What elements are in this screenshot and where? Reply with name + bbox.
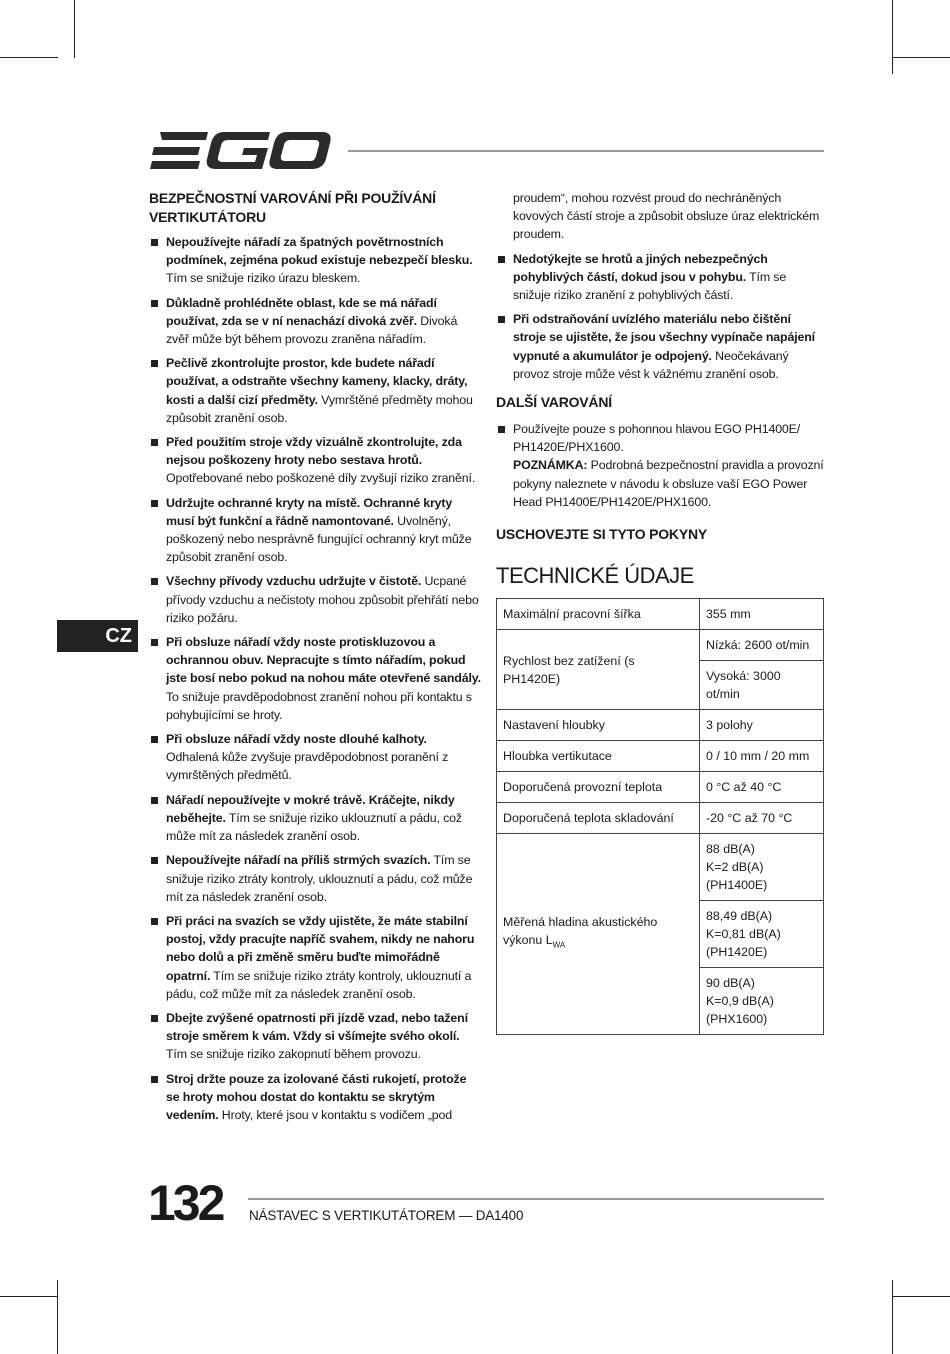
spec-label: Nastavení hloubky	[497, 710, 700, 741]
item-bold: Důkladně prohlédněte oblast, kde se má nářadí používat, zda se v ní nenachází divoká zvěř.	[166, 295, 437, 328]
keep-instructions-heading: USCHOVEJTE SI TYTO POKYNY	[496, 526, 708, 543]
list-item	[149, 730, 481, 785]
list-item	[149, 1070, 481, 1125]
item-text: Odhalená kůže zvyšuje pravděpodobnost poranění z vymrštěných předmětů.	[166, 750, 449, 783]
list-item	[149, 494, 481, 567]
crop-mark	[57, 1280, 58, 1354]
spec-label: Doporučená teplota skladování	[497, 803, 700, 834]
list-item	[149, 354, 481, 427]
item-text: Neočekávaný provoz stroje může vést k vážnému zranění osob.	[513, 348, 789, 381]
bullet-icon	[151, 360, 158, 367]
bullet-icon	[151, 918, 158, 925]
footer-title: NÁSTAVEC S VERTIKUTÁTOREM — DA1400	[249, 1208, 524, 1223]
item-bold: Při odstraňování uvízlého materiálu nebo čištění stroje se ujistěte, že jsou všechny vypínače napájení vypnuté a akumulátor je odpojený.	[513, 312, 815, 363]
item-bold: Stroj držte pouze za izolované části rukojetí, protože se hroty mohou dostat do kontaktu se skrytým vedením.	[166, 1071, 467, 1122]
bullet-icon	[151, 500, 158, 507]
table-row	[497, 710, 824, 741]
bullet-icon	[151, 1015, 158, 1022]
item-text: Hroty, které jsou v kontaktu s vodičem „pod	[218, 1107, 453, 1122]
list-item	[149, 572, 481, 627]
spec-value: 88 dB(A) K=2 dB(A) (PH1400E)	[700, 834, 824, 901]
item-text: Tím se snižuje riziko zranění z pohyblivých částí.	[513, 269, 787, 303]
list-item	[149, 294, 481, 349]
bullet-icon	[498, 426, 505, 433]
table-row	[497, 599, 824, 630]
spec-label: Hloubka vertikutace	[497, 741, 700, 772]
table-row	[497, 630, 824, 661]
spec-value: -20 °C až 70 °C	[700, 803, 824, 834]
crop-mark	[892, 0, 893, 74]
bullet-icon	[151, 239, 158, 246]
table-row	[497, 741, 824, 772]
item-bold: Nedotýkejte se hrotů a jiných nebezpečných pohyblivých částí, dokud jsou v pohybu.	[513, 251, 768, 284]
item-text: Tím se snižuje riziko ztráty kontroly, uklouznutí a pádu, což může mít za následek zranění osob.	[166, 968, 472, 1001]
item-bold: Nářadí nepoužívejte v mokré trávě. Kráčejte, nikdy neběhejte.	[166, 792, 455, 825]
item-text: Opotřebované nebo poškozené díly zvyšují riziko zranění.	[166, 471, 476, 486]
safety-list-continued	[496, 250, 826, 383]
crop-mark	[892, 1280, 893, 1354]
table-row	[497, 803, 824, 834]
note-label: POZNÁMKA:	[513, 458, 588, 473]
spec-value: 0 °C až 40 °C	[700, 772, 824, 803]
list-item	[496, 250, 826, 305]
table-row	[497, 834, 824, 901]
item-bold: Při obsluze nářadí vždy noste protiskluzovou a ochrannou obuv. Nepracujte s tímto nářadím, pokud jste bosí nebo pokud na nohou máte otevřené sandály.	[166, 635, 481, 686]
ego-logo-graphic	[150, 130, 332, 172]
safety-heading: BEZPEČNOSTNÍ VAROVÁNÍ PŘI POUŽÍVÁNÍ VERTIKUTÁTORU	[149, 190, 436, 225]
spec-value: Vysoká: 3000 ot/min	[700, 661, 824, 710]
crop-mark	[74, 0, 75, 58]
item-bold: Udržujte ochranné kryty na místě. Ochranné kryty musí být funkční a řádně namontované.	[166, 495, 453, 528]
item-bold: Pečlivě zkontrolujte prostor, kde budete nářadí používat, a odstraňte všechny kameny, klacky, dráty, kosti a další cizí předměty.	[166, 356, 468, 407]
list-item	[149, 433, 481, 488]
table-row	[497, 772, 824, 803]
crop-mark	[892, 57, 950, 58]
noise-label-text: Měřená hladina akustického výkonu L	[503, 915, 658, 948]
bullet-icon	[151, 797, 158, 804]
bullet-icon	[151, 857, 158, 864]
bullet-icon	[151, 578, 158, 585]
crop-mark	[0, 57, 58, 58]
item-text: Tím se snižuje riziko uklouznutí a pádu, což může mít za následek zranění osob.	[166, 810, 462, 844]
item-bold: Všechny přívody vzduchu udržujte v čistotě.	[166, 574, 422, 589]
bullet-icon	[151, 300, 158, 307]
bullet-icon	[151, 1076, 158, 1083]
spec-value: 3 polohy	[700, 710, 824, 741]
list-item	[149, 851, 481, 906]
item-text: Tím se snižuje riziko zakopnutí během provozu.	[166, 1047, 421, 1062]
spec-value: 0 / 10 mm / 20 mm	[700, 741, 824, 772]
footer-rule	[248, 1198, 824, 1200]
spec-value: 90 dB(A) K=0,9 dB(A) (PHX1600)	[700, 968, 824, 1035]
spec-label: Rychlost bez zatížení (s PH1420E)	[497, 630, 700, 710]
note-text: Podrobná bezpečnostní pravidla a provozní pokyny naleznete v návodu k obsluze vaší EGO Power Head PH1400E/PH1420E/PHX1600.	[513, 458, 824, 509]
left-column	[149, 189, 481, 1130]
list-item	[149, 633, 481, 724]
list-item	[149, 1009, 481, 1064]
spec-value: 88,49 dB(A) K=0,81 dB(A) (PH1420E)	[700, 901, 824, 968]
item-text: Uvolněný, poškozený nebo nesprávně fungující ochranný kryt může způsobit zranění osob.	[166, 513, 472, 565]
item-text: Tím se snižuje riziko ztráty kontroly, uklouznutí a pádu, což může mít za následek zranění osob.	[166, 853, 473, 904]
list-item	[149, 791, 481, 846]
item-bold: Dbejte zvýšené opatrnosti při jízdě vzad, nebo tažení stroje směrem k vám. Vždy si všímejte svého okolí.	[166, 1010, 468, 1044]
item-bold: Před použitím stroje vždy vizuálně zkontrolujte, zda nejsou poškozeny hroty nebo sestava hrotů.	[166, 435, 462, 468]
right-column	[496, 189, 826, 1035]
spec-value: 355 mm	[700, 599, 824, 630]
page-number: 132	[148, 1175, 223, 1231]
bullet-icon	[151, 639, 158, 646]
bullet-icon	[151, 439, 158, 446]
further-warnings-list	[496, 420, 826, 511]
item-text: Vymrštěné předměty mohou způsobit zranění osob.	[166, 392, 473, 425]
language-tab: CZ	[57, 620, 138, 652]
list-item	[149, 233, 481, 288]
spec-label: Doporučená provozní teplota	[497, 772, 700, 803]
item-text: Ucpané přívody vzduchu a nečistoty mohou způsobit přehřátí nebo riziko požáru.	[166, 574, 479, 625]
bullet-icon	[498, 316, 505, 323]
item-text: Používejte pouze s pohonnou hlavou EGO PH1400E/ PH1420E/PHX1600.	[513, 422, 801, 455]
item-text: Divoká zvěř může být během provozu zraněna nářadím.	[166, 313, 458, 347]
item-bold: Nepoužívejte nářadí za špatných povětrnostních podmínek, zejména pokud existuje nebezpečí blesku.	[166, 235, 473, 268]
bullet-icon	[498, 256, 505, 263]
further-warnings-heading: DALŠÍ VAROVÁNÍ	[496, 394, 612, 411]
spec-label-noise	[497, 834, 700, 1035]
spec-label: Maximální pracovní šířka	[497, 599, 700, 630]
bullet-icon	[151, 736, 158, 743]
item-text: Tím se snižuje riziko úrazu bleskem.	[166, 271, 361, 286]
item-bold: Při práci na svazích se vždy ujistěte, že máte stabilní postoj, vždy pracujte napříč svahem, nikdy ne nahoru nebo dolů a při změně směru buďte mimořádně opatrní.	[166, 913, 475, 983]
item-text: To snižuje pravděpodobnost zranění nohou při kontaktu s pohybujícími se hroty.	[166, 689, 472, 722]
list-item	[149, 912, 481, 1003]
tech-data-title: TECHNICKÉ ÚDAJE	[496, 563, 694, 589]
crop-mark	[0, 1296, 58, 1297]
noise-label-subscript: WA	[552, 940, 566, 950]
ego-logo	[150, 130, 332, 172]
specs-table	[496, 598, 824, 1035]
header-rule	[348, 150, 824, 152]
item-bold: Při obsluze nářadí vždy noste dlouhé kalhoty.	[166, 732, 427, 747]
item-bold: Nepoužívejte nářadí na příliš strmých svazích.	[166, 853, 431, 868]
continued-text: proudem“, mohou rozvést proud do nechráněných kovových částí stroje a způsobit obsluze úraz elektrickém proudem.	[513, 191, 820, 242]
spec-value: Nízká: 2600 ot/min	[700, 630, 824, 661]
list-item	[496, 420, 826, 511]
crop-mark	[892, 1296, 950, 1297]
list-item	[496, 310, 826, 383]
safety-list	[149, 233, 481, 1124]
